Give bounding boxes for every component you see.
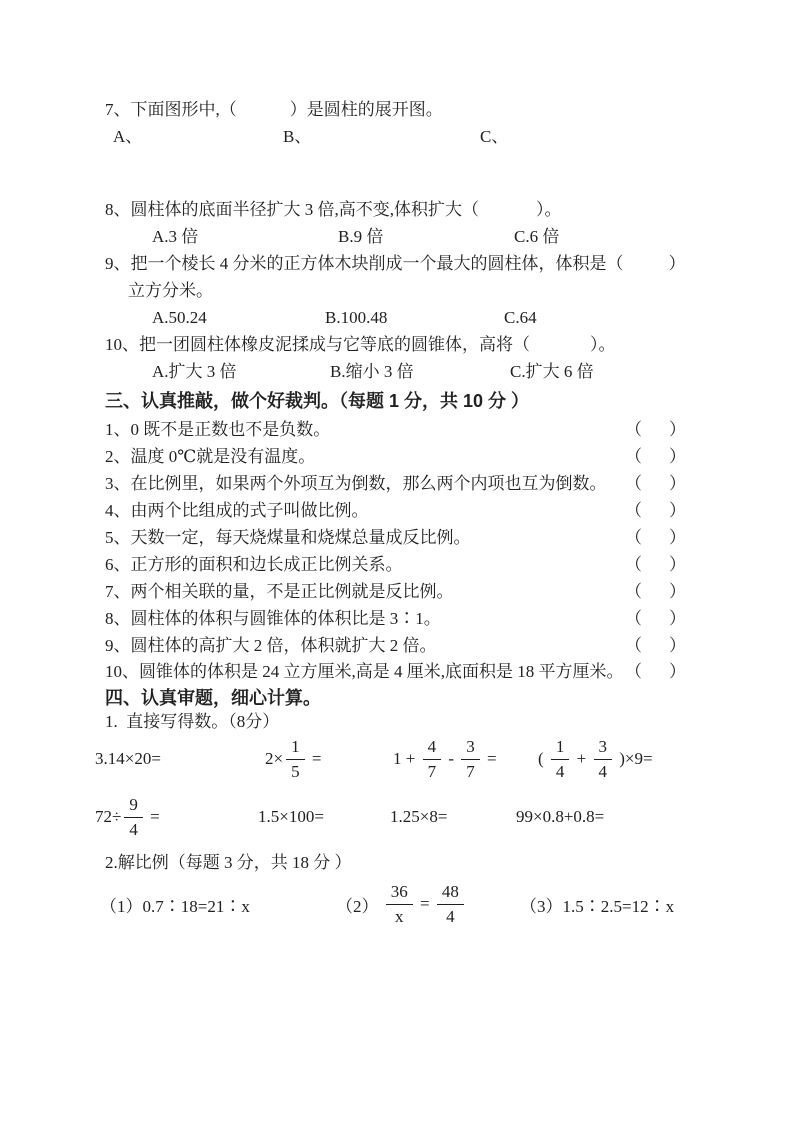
judge-item-text: 4、由两个比组成的式子叫做比例。 xyxy=(105,501,369,520)
blank-gap xyxy=(642,623,669,624)
blank-gap xyxy=(642,434,669,435)
judge-item-5 xyxy=(105,524,686,551)
expr-text: 1 + xyxy=(393,749,420,768)
blank-open-paren: （ xyxy=(625,447,642,466)
blank-open-paren: （ xyxy=(625,501,642,520)
blank-close-paren: ） xyxy=(669,420,686,439)
blank-gap xyxy=(642,676,669,677)
question-10-text-pre: 10、把一团圆柱体橡皮泥揉成与它等底的圆锥体，高将（ xyxy=(105,335,530,354)
option-b-label: B、 xyxy=(283,127,312,146)
calc-sub2-text: 2.解比例（每题 3 分，共 18 分 ） xyxy=(105,853,352,872)
calc-expression-4 xyxy=(538,733,653,785)
calc-row-2 xyxy=(0,791,793,843)
option-c-label: C.6 倍 xyxy=(514,227,560,246)
fraction-numerator: 36 xyxy=(386,881,413,904)
judge-item-text: 5、天数一定，每天烧煤量和烧煤总量成反比例。 xyxy=(105,528,471,547)
blank-close-paren: ） xyxy=(669,609,686,628)
question-7-text-pre: 7、下面图形中,（ xyxy=(105,100,237,119)
judge-item-text: 3、在比例里，如果两个外项互为倒数，那么两个内项也互为倒数。 xyxy=(105,474,607,493)
calc-expression-1 xyxy=(95,733,161,785)
blank-gap xyxy=(642,515,669,516)
judge-item-10 xyxy=(105,658,686,685)
blank-open-paren: （ xyxy=(625,609,642,628)
question-9-options xyxy=(0,304,793,331)
blank-open-paren: （ xyxy=(625,420,642,439)
blank-close-paren: ） xyxy=(669,582,686,601)
blank-gap xyxy=(642,650,669,651)
judge-item-text: 2、温度 0℃就是没有温度。 xyxy=(105,447,316,466)
calc-expression-3 xyxy=(393,733,497,785)
option-b-label: B.9 倍 xyxy=(338,227,384,246)
fraction-numerator: 48 xyxy=(437,881,464,904)
answer-blank-gap xyxy=(479,214,536,215)
judge-item-text: 7、两个相关联的量，不是正比例就是反比例。 xyxy=(105,582,454,601)
option-b-label: B.100.48 xyxy=(325,308,388,327)
expr-text: （1）0.7∶18=21∶x xyxy=(100,896,250,916)
fraction xyxy=(594,736,613,782)
calc-expression-8 xyxy=(516,791,604,843)
fraction-denominator: 4 xyxy=(129,819,138,839)
question-8-text-post: ）。 xyxy=(536,200,562,219)
judge-item-9 xyxy=(105,632,686,659)
fraction xyxy=(386,881,413,927)
question-10-text-post: ）。 xyxy=(590,335,616,354)
calc-row-1 xyxy=(0,733,793,785)
answer-blank xyxy=(625,416,686,443)
blank-close-paren: ） xyxy=(669,528,686,547)
section-4-heading: 四、认真审题，细心计算。 xyxy=(105,688,321,708)
question-7-text-post: ）是圆柱的展开图。 xyxy=(289,100,443,119)
fraction xyxy=(461,736,480,782)
fraction xyxy=(286,736,305,782)
option-b-label: B.缩小 3 倍 xyxy=(330,362,414,381)
fraction-numerator: 9 xyxy=(124,794,143,817)
blank-open-paren: （ xyxy=(625,528,642,547)
expr-text: 1.5×100= xyxy=(258,807,324,826)
fraction-denominator: 4 xyxy=(446,906,455,926)
blank-gap xyxy=(642,461,669,462)
fraction-numerator: 1 xyxy=(286,736,305,759)
section-3-heading: 三、认真推敲，做个好裁判。（每题 1 分，共 10 分 ） xyxy=(105,391,530,411)
option-a-label: A.3 倍 xyxy=(152,227,199,246)
fraction-denominator: 4 xyxy=(555,761,565,781)
blank-close-paren: ） xyxy=(669,555,686,574)
blank-open-paren: （ xyxy=(625,555,642,574)
answer-blank xyxy=(625,470,686,497)
question-9-text-post: ） xyxy=(668,254,686,273)
calc-expression-2 xyxy=(265,733,321,785)
option-a-label: A.扩大 3 倍 xyxy=(152,362,237,381)
answer-blank xyxy=(625,551,686,578)
fraction-denominator: 4 xyxy=(598,761,608,781)
blank-gap xyxy=(642,596,669,597)
calc-expression-7 xyxy=(390,791,447,843)
proportion-2 xyxy=(336,878,467,930)
answer-blank-gap xyxy=(624,268,669,269)
judge-item-text: 10、圆锥体的体积是 24 立方厘米,高是 4 厘米,底面积是 18 平方厘米。 xyxy=(105,662,624,681)
fraction-numerator: 4 xyxy=(423,736,442,759)
blank-gap xyxy=(642,569,669,570)
proportion-3 xyxy=(520,878,674,930)
judge-item-6 xyxy=(105,551,686,578)
question-9-text-pre: 9、把一个棱长 4 分米的正方体木块削成一个最大的圆柱体，体积是（ xyxy=(105,254,624,273)
option-c-label: C.64 xyxy=(504,308,537,327)
blank-open-paren: （ xyxy=(625,582,642,601)
expr-text: = xyxy=(145,807,160,826)
fraction-denominator: x xyxy=(395,906,404,926)
blank-close-paren: ） xyxy=(669,474,686,493)
blank-open-paren: （ xyxy=(625,662,642,681)
expr-text: ( xyxy=(538,749,548,768)
blank-close-paren: ） xyxy=(669,662,686,681)
fraction-numerator: 3 xyxy=(461,736,480,759)
answer-blank xyxy=(625,658,686,685)
expr-text: （2） xyxy=(336,896,383,916)
judge-item-text: 1、0 既不是正数也不是负数。 xyxy=(105,420,331,439)
expr-text: 72÷ xyxy=(95,807,122,826)
calc-sub1-label xyxy=(105,708,279,735)
expr-text: 99×0.8+0.8= xyxy=(516,807,605,826)
question-10-options xyxy=(0,358,793,385)
expr-text: + xyxy=(572,749,591,768)
fraction xyxy=(551,736,570,782)
fraction xyxy=(124,794,143,840)
judge-item-1 xyxy=(105,416,686,443)
answer-blank xyxy=(625,605,686,632)
answer-blank xyxy=(625,443,686,470)
judge-item-2 xyxy=(105,443,686,470)
calc-sub1-text: 1. 直接写得数。（8分） xyxy=(105,712,280,731)
option-a-label: A、 xyxy=(113,127,143,146)
answer-blank-gap xyxy=(237,114,290,115)
option-c-label: C.扩大 6 倍 xyxy=(510,362,594,381)
blank-close-paren: ） xyxy=(669,447,686,466)
option-a-label: A.50.24 xyxy=(152,308,207,327)
option-c-label: C、 xyxy=(480,127,509,146)
expr-text: 2× xyxy=(265,749,284,768)
expr-text: = xyxy=(307,749,322,768)
question-9-text-line2: 立方分米。 xyxy=(128,281,213,300)
judge-item-text: 8、圆柱体的体积与圆锥体的体积比是 3∶1。 xyxy=(105,609,441,628)
question-10-stem xyxy=(105,331,616,358)
fraction xyxy=(423,736,442,782)
judge-item-text: 6、正方形的面积和边长成正比例关系。 xyxy=(105,555,403,574)
question-7-stem xyxy=(105,96,443,123)
question-8-text-pre: 8、圆柱体的底面半径扩大 3 倍,高不变,体积扩大（ xyxy=(105,200,479,219)
question-9-stem-continuation xyxy=(128,277,213,304)
blank-open-paren: （ xyxy=(625,636,642,655)
judge-item-3 xyxy=(105,470,686,497)
question-7-options xyxy=(0,123,793,150)
answer-blank-gap xyxy=(530,349,590,350)
judge-item-7 xyxy=(105,578,686,605)
blank-gap xyxy=(642,488,669,489)
blank-open-paren: （ xyxy=(625,474,642,493)
question-8-stem xyxy=(105,196,562,223)
calc-expression-5 xyxy=(95,791,160,843)
expr-text: （3）1.5∶2.5=12∶x xyxy=(520,896,675,916)
answer-blank xyxy=(625,524,686,551)
fraction-numerator: 3 xyxy=(594,736,613,759)
judge-item-8 xyxy=(105,605,686,632)
judge-item-4 xyxy=(105,497,686,524)
answer-blank xyxy=(625,632,686,659)
expr-text: = xyxy=(482,749,497,768)
fraction xyxy=(437,881,464,927)
question-9-stem xyxy=(105,250,686,277)
answer-blank xyxy=(625,497,686,524)
blank-gap xyxy=(642,542,669,543)
fraction-denominator: 5 xyxy=(291,761,300,781)
expr-text: )×9= xyxy=(615,749,653,768)
expr-text: 1.25×8= xyxy=(390,807,448,826)
expr-text: = xyxy=(415,894,434,913)
question-8-options xyxy=(0,223,793,250)
judge-item-text: 9、圆柱体的高扩大 2 倍，体积就扩大 2 倍。 xyxy=(105,636,437,655)
proportion-1 xyxy=(100,878,250,930)
calc-sub2-label xyxy=(105,849,352,876)
blank-close-paren: ） xyxy=(669,636,686,655)
fraction-denominator: 7 xyxy=(466,761,475,781)
answer-blank xyxy=(625,578,686,605)
expr-text: - xyxy=(444,749,459,768)
fraction-denominator: 7 xyxy=(427,761,437,781)
expr-text: 3.14×20= xyxy=(95,749,161,768)
proportion-row xyxy=(0,878,793,930)
fraction-numerator: 1 xyxy=(551,736,570,759)
blank-close-paren: ） xyxy=(669,501,686,520)
calc-expression-6 xyxy=(258,791,324,843)
